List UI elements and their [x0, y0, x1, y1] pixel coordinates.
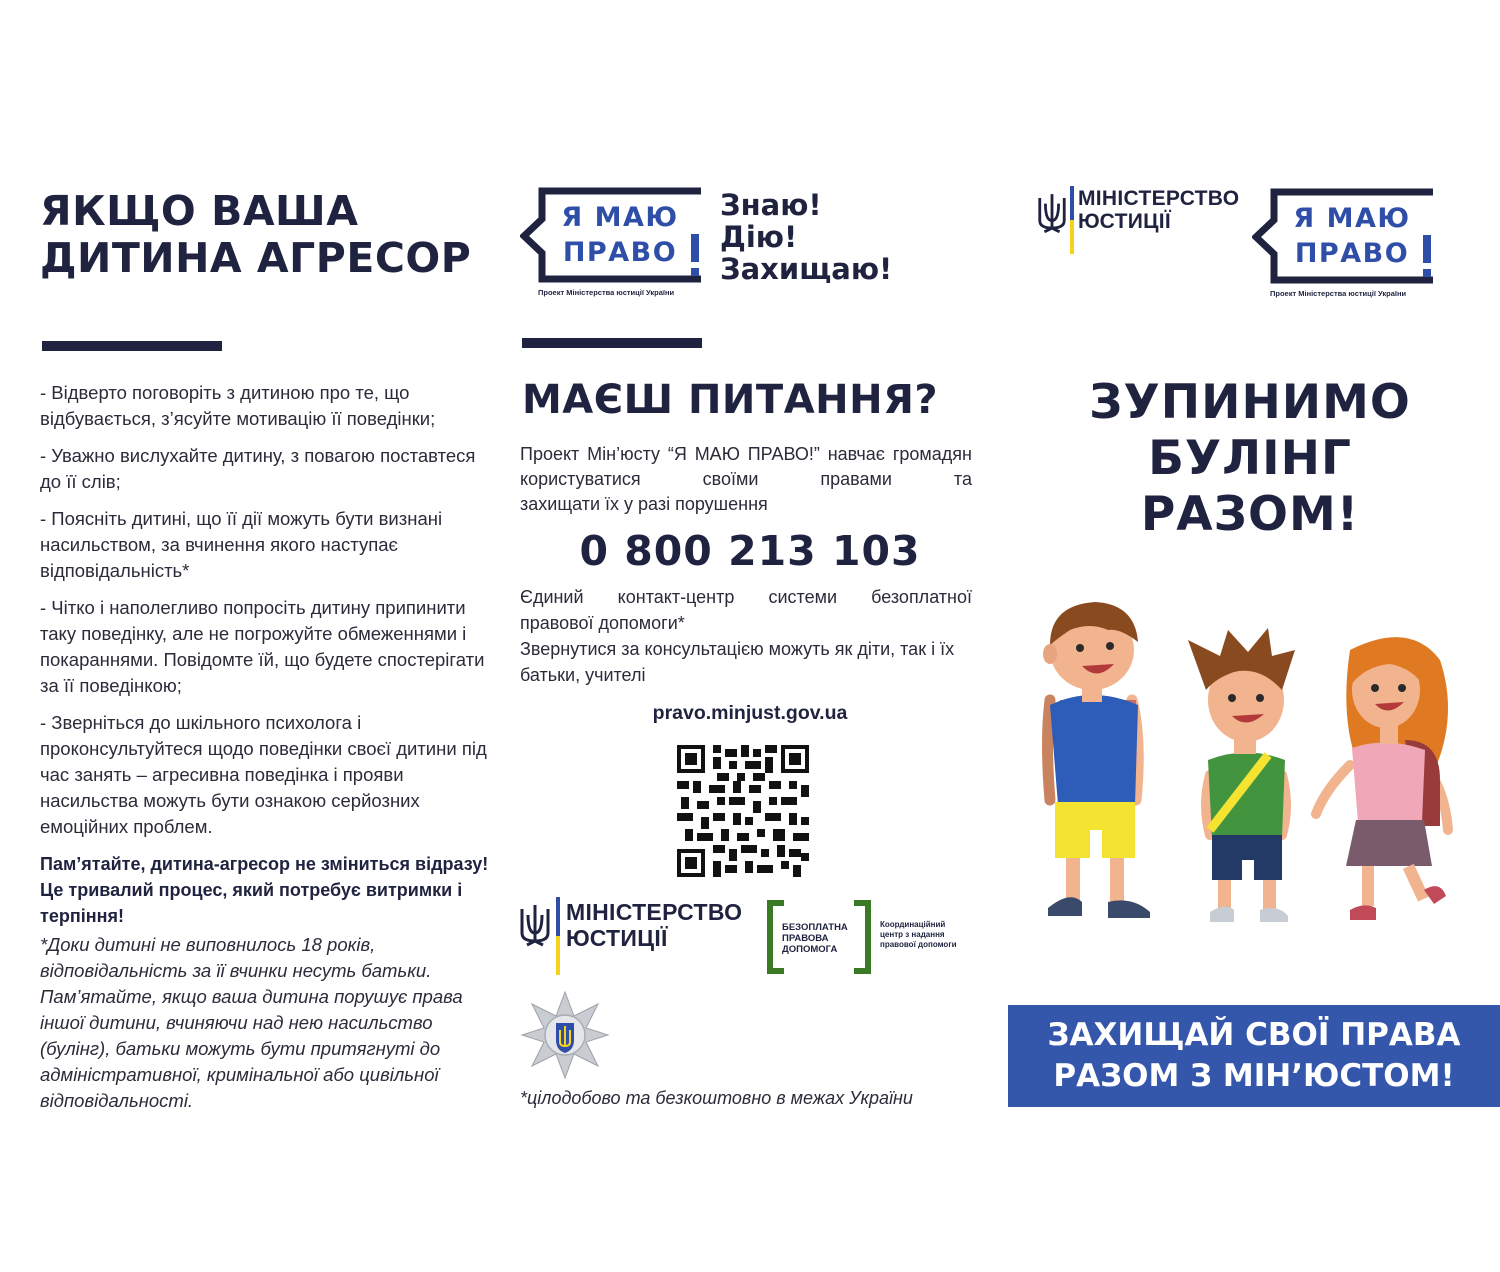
ministry-line-1: МІНІСТЕРСТВО — [1078, 187, 1240, 210]
ya-mayu-pravo-logo-right — [1252, 187, 1442, 299]
protect-rights-banner — [1008, 1005, 1500, 1107]
trident-icon — [518, 903, 552, 947]
ministry-line-2: ЮСТИЦІЇ — [566, 925, 668, 951]
bpd-desc-line: правової допомоги — [880, 940, 957, 949]
contact-center-text: Єдиний контакт-центр системи безоплатної — [520, 587, 972, 607]
left-divider — [42, 341, 222, 351]
flag-stripe — [556, 897, 560, 975]
stop-title-line: ЗУПИНИМО — [1089, 375, 1411, 430]
hotline-phone[interactable]: 0 800 213 103 — [579, 527, 921, 575]
ya-mayu-pravo-logo — [520, 186, 710, 298]
logo-line-1: Я МАЮ — [1293, 203, 1411, 234]
kid-blue-shirt — [1043, 602, 1150, 936]
ministry-of-justice-logo-right — [1036, 186, 1240, 256]
children-illustration — [1020, 590, 1470, 945]
qr-code-icon — [677, 745, 809, 877]
bpd-title — [782, 922, 848, 955]
bpd-line: ДОПОМОГА — [782, 944, 838, 955]
left-panel-title — [40, 188, 510, 282]
reminder-text: Пам’ятайте, дитина-агресор не зміниться відразу! Це тривалий процес, який потребує витримки і терпіння! — [40, 854, 489, 926]
logo-subtitle: Проект Міністерства юстиції України — [1270, 289, 1407, 298]
stop-title-line: РАЗОМ! — [1140, 487, 1360, 542]
tagline-line: Знаю! — [720, 188, 822, 222]
police-star-icon — [520, 990, 610, 1080]
banner-line-1: ЗАХИЩАЙ СВОЇ ПРАВА — [1047, 1017, 1461, 1053]
free-legal-aid-logo — [766, 900, 976, 974]
middle-divider — [522, 338, 702, 348]
tagline-line: Дію! — [720, 220, 798, 254]
availability-footnote: *цілодобово та безкоштовно в межах України — [520, 1088, 913, 1108]
contact-info — [520, 584, 972, 688]
project-intro — [520, 442, 972, 517]
left-title-line-2: ДИТИНА АГРЕСОР — [40, 234, 472, 282]
bpd-desc-line: центр з надання — [880, 930, 945, 939]
contact-center-text-last: правової допомоги* — [520, 613, 685, 633]
bpd-desc-line: Координаційний — [880, 920, 946, 929]
tagline — [720, 189, 892, 285]
logo-line-2: ПРАВО — [1294, 238, 1410, 269]
ministry-of-justice-logo — [518, 897, 748, 977]
stop-title-line: БУЛІНГ — [1148, 431, 1352, 486]
ministry-line-2: ЮСТИЦІЇ — [1078, 210, 1172, 233]
intro-text-last: захищати їх у разі порушення — [520, 494, 768, 514]
kid-green-shirt — [1188, 628, 1295, 922]
consult-text: Звернутися за консультацією можуть як діти, так і їх батьки, учителі — [520, 639, 955, 685]
tagline-line: Захищаю! — [720, 252, 893, 286]
left-title-line-1: ЯКЩО ВАША — [40, 187, 359, 235]
advice-item: - Поясніть дитині, що її дії можуть бути визнані насильством, за вчинення якого наступає відповідальність* — [40, 508, 443, 581]
children-illustration-image — [1020, 590, 1470, 940]
banner-line-2: РАЗОМ З МІН’ЮСТОМ! — [1053, 1058, 1455, 1094]
ministry-line-1: МІНІСТЕРСТВО — [566, 899, 743, 925]
advice-item: - Відверто поговоріть з дитиною про те, що відбувається, з’ясуйте мотивацію її поведінки; — [40, 382, 436, 429]
intro-text: Проект Мін’юсту “Я МАЮ ПРАВО!” навчає громадян користуватися своїми правами та — [520, 444, 972, 489]
left-advice-list — [40, 380, 500, 1114]
questions-title: МАЄШ ПИТАННЯ? — [522, 377, 939, 423]
kid-girl — [1316, 637, 1448, 920]
stop-bullying-title — [1030, 375, 1470, 543]
bpd-line: БЕЗОПЛАТНА — [782, 922, 848, 933]
advice-item: - Чітко і наполегливо попросіть дитину припинити таку поведінку, але не погрожуйте обмеженнями і покараннями. Повідомте їй, що будете спостерігати за її поведінкою; — [40, 597, 485, 696]
flag-stripe — [1070, 186, 1074, 254]
qr-code[interactable] — [677, 745, 809, 882]
bpd-line: ПРАВОВА — [782, 933, 829, 944]
advice-item: - Зверніться до шкільного психолога і проконсультуйтеся щодо поведінки своєї дитини під час занять – агресивна поведінка і прояви насильства можуть бути ознакою серйозних емоційних проблем. — [40, 712, 487, 837]
advice-item: - Уважно вислухайте дитину, з повагою поставтеся до її слів; — [40, 445, 476, 492]
national-police-logo — [520, 990, 610, 1085]
logo-line-2: ПРАВО — [562, 237, 678, 268]
bpd-description — [880, 920, 957, 950]
logo-line-1: Я МАЮ — [561, 202, 679, 233]
trident-icon — [1036, 192, 1068, 234]
website-link[interactable]: pravo.minjust.gov.ua — [652, 702, 848, 724]
responsibility-note: *Доки дитині не виповнилось 18 років, відповідальність за її вчинки несуть батьки. Пам’ятайте, якщо ваша дитина порушує права іншої дитини, вчиняючи над нею насильство (булінг), батьки можуть бути притягнуті до адміністративної, кримінальної або цивільної відповідальності. — [40, 934, 463, 1111]
logo-subtitle: Проект Міністерства юстиції України — [538, 288, 675, 297]
